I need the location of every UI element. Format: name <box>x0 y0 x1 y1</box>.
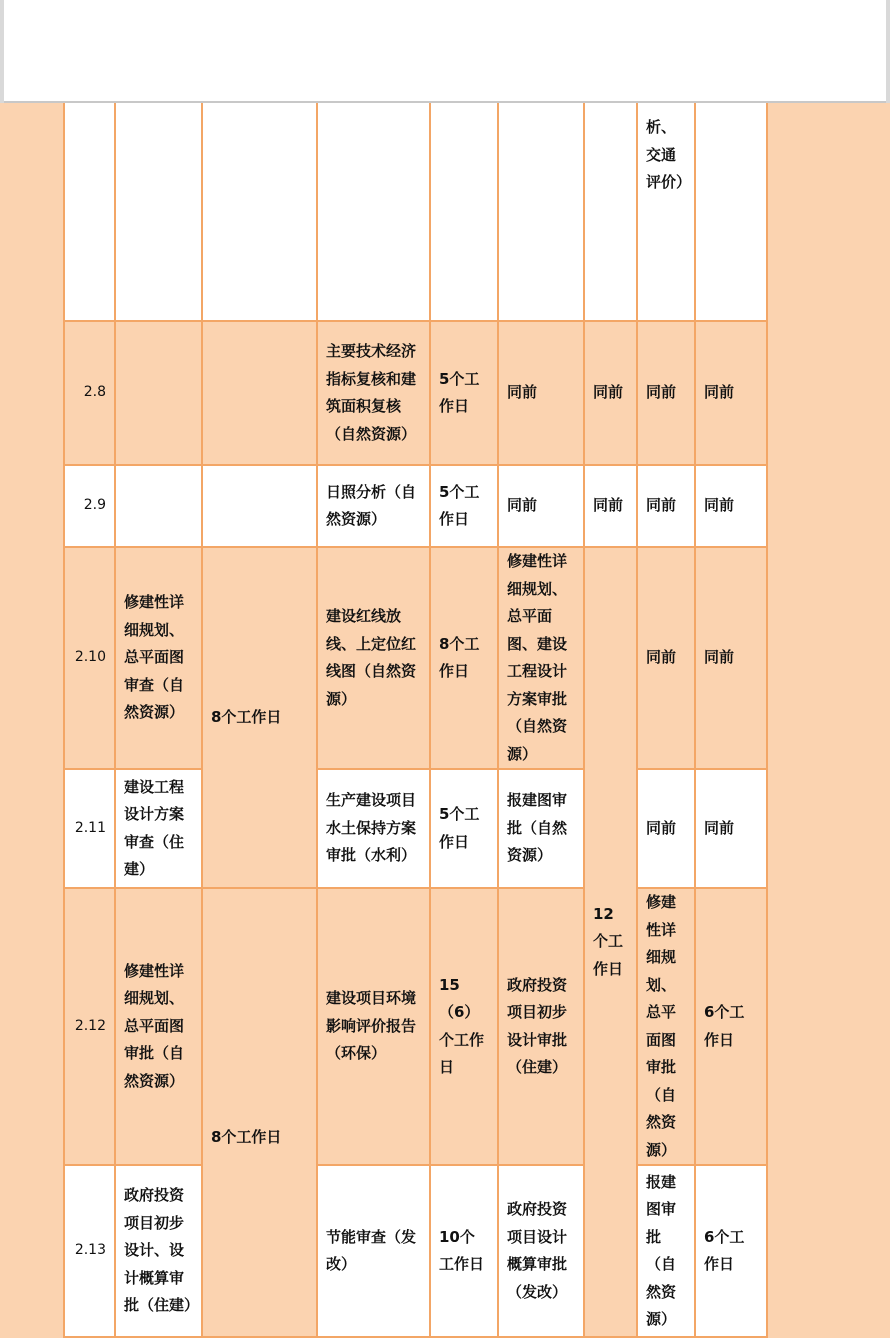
cell-c8: 同前 <box>695 769 767 888</box>
cell-c3: 节能审查（发改） <box>317 1165 430 1337</box>
cell-c4: 5个工作日 <box>430 465 498 547</box>
cell-c7: 同前 <box>637 769 695 888</box>
cell-c4: 15（6）个工作日 <box>430 888 498 1165</box>
approval-table <box>63 0 768 1338</box>
viewer-top-bar <box>0 0 890 103</box>
table-row <box>64 321 767 465</box>
cell-c8: 同前 <box>695 547 767 769</box>
cell-c4: 10个工作日 <box>430 1165 498 1337</box>
cell-c3: 建设红线放线、上定位红线图（自然资源） <box>317 547 430 769</box>
cell-c1: 修建性详细规划、总平面图审批（自然资源） <box>115 888 202 1165</box>
cell-c7: 报建图审批（自然资源） <box>637 1165 695 1337</box>
cell-c8: 6个工作日 <box>695 1165 767 1337</box>
cell-c6: 同前 <box>584 321 637 465</box>
cell-c5: 政府投资项目设计概算审批（发改） <box>498 1165 584 1337</box>
cell-c7: 同前 <box>637 465 695 547</box>
cell-c6: 同前 <box>584 465 637 547</box>
cell-c6: 12个工作日 <box>584 547 637 1337</box>
row-number: 2.11 <box>64 769 115 888</box>
row-number: 2.13 <box>64 1165 115 1337</box>
row-number: 2.10 <box>64 547 115 769</box>
cell-c4: 8个工作日 <box>430 547 498 769</box>
viewer-left-edge <box>0 0 4 103</box>
cell-c1: 政府投资项目初步设计、设计概算审批（住建） <box>115 1165 202 1337</box>
cell-c1: 建设工程设计方案审查（住建） <box>115 769 202 888</box>
cell-c5: 政府投资项目初步设计审批（住建） <box>498 888 584 1165</box>
cell-c7: 同前 <box>637 321 695 465</box>
table-row <box>64 769 767 888</box>
cell-c7: 析、交通评价） <box>637 0 695 321</box>
viewer-right-edge <box>886 0 890 103</box>
cell-c8: 同前 <box>695 321 767 465</box>
cell-c3: 生产建设项目水土保持方案审批（水利） <box>317 769 430 888</box>
cell-c3: 建设项目环境影响评价报告（环保） <box>317 888 430 1165</box>
cell-c4: 5个工作日 <box>430 321 498 465</box>
cell-c8: 同前 <box>695 465 767 547</box>
cell-c5: 同前 <box>498 321 584 465</box>
cell-c7: 修建性详细规划、总平面图审批（自然资源） <box>637 888 695 1165</box>
cell-c1 <box>115 321 202 465</box>
table-row <box>64 1165 767 1337</box>
cell-c1 <box>115 465 202 547</box>
row-number: 2.8 <box>64 321 115 465</box>
cell-c5: 报建图审批（自然资源） <box>498 769 584 888</box>
cell-c7: 同前 <box>637 547 695 769</box>
cell-c5: 修建性详细规划、总平面图、建设工程设计方案审批（自然资源） <box>498 547 584 769</box>
cell-c2 <box>202 321 317 465</box>
cell-c5: 同前 <box>498 465 584 547</box>
cell-c2: 8个工作日 <box>202 547 317 888</box>
table-row <box>64 465 767 547</box>
cell-c4: 5个工作日 <box>430 769 498 888</box>
row-number: 2.9 <box>64 465 115 547</box>
cell-c3: 主要技术经济指标复核和建筑面积复核（自然资源） <box>317 321 430 465</box>
cell-c2 <box>202 465 317 547</box>
cell-c2: 8个工作日 <box>202 888 317 1337</box>
table-row <box>64 547 767 769</box>
cell-c1: 修建性详细规划、总平面图审查（自然资源） <box>115 547 202 769</box>
cell-c3: 日照分析（自然资源） <box>317 465 430 547</box>
row-number: 2.12 <box>64 888 115 1165</box>
table-row <box>64 888 767 1165</box>
cell-c8: 6个工作日 <box>695 888 767 1165</box>
